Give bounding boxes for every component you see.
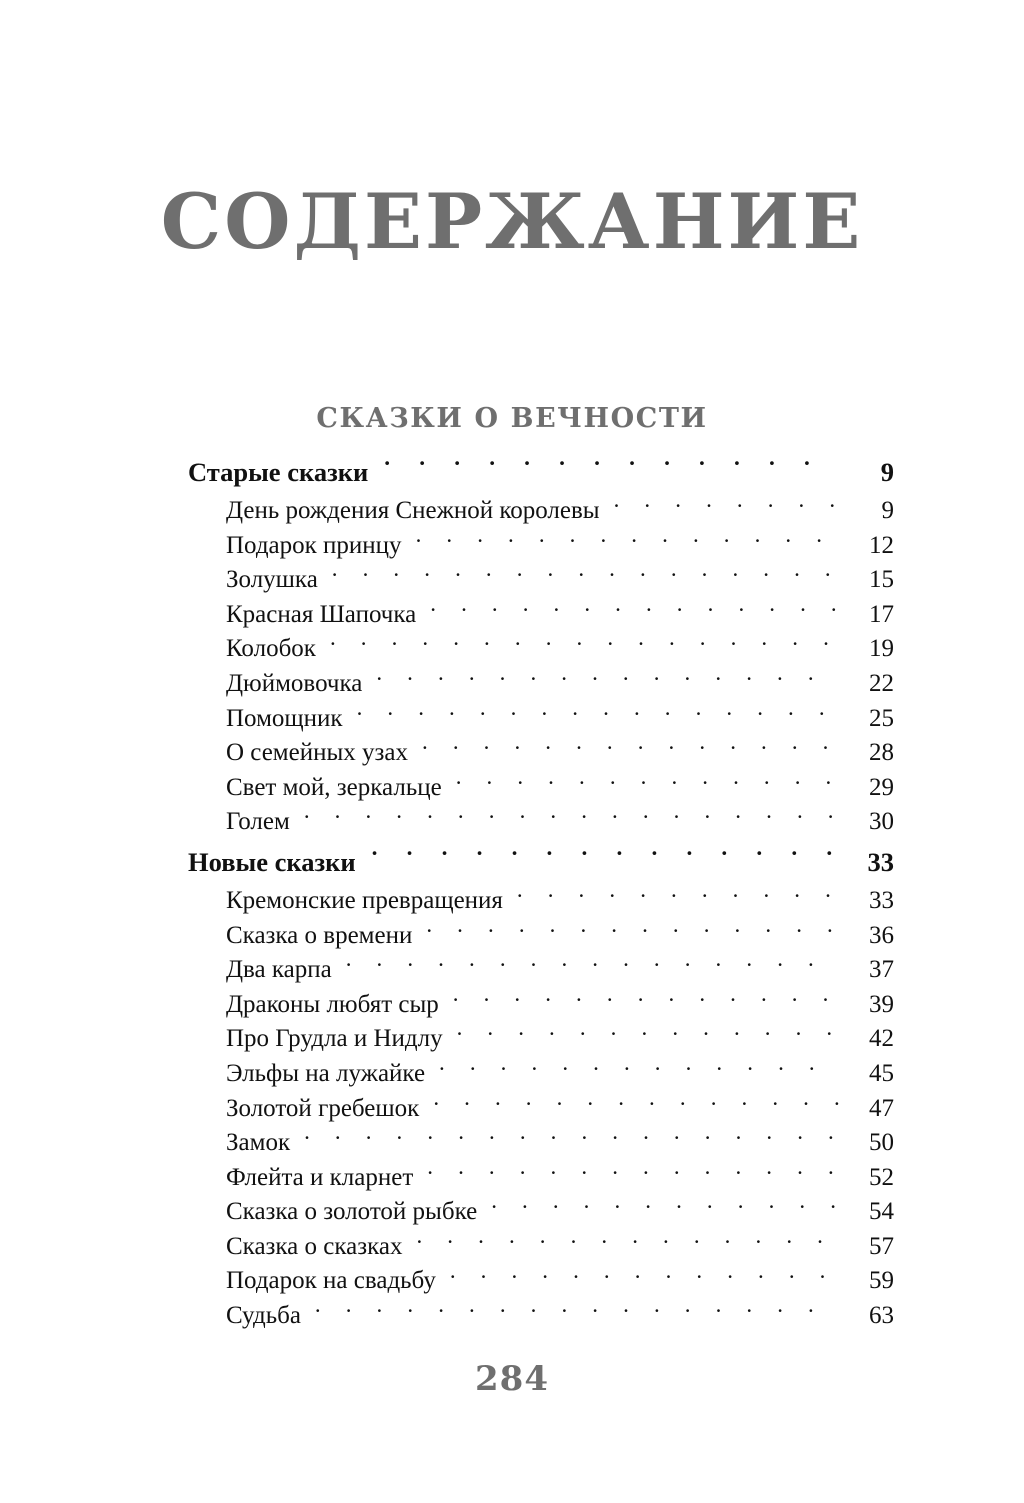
- toc-entry-row[interactable]: [226, 1125, 894, 1160]
- toc-entry-label: Сказка о времени: [226, 921, 413, 949]
- toc-entry-page-number: 12: [869, 531, 894, 559]
- toc-entry-row[interactable]: [226, 493, 894, 528]
- folio-page-number: 284: [475, 1359, 549, 1399]
- toc-entry-label: Голем: [226, 808, 290, 836]
- toc-entry-row[interactable]: [226, 952, 894, 987]
- toc-entry-label: Два карпа: [226, 956, 332, 984]
- contents-list: [188, 449, 894, 1333]
- toc-entry-label: Колобок: [226, 635, 316, 663]
- dot-leader: [332, 562, 840, 587]
- toc-entry-page-number: 17: [869, 600, 894, 628]
- toc-entry-page-number: 47: [869, 1094, 894, 1122]
- toc-entry-page-number: 37: [869, 956, 894, 984]
- dot-leader: [491, 1194, 840, 1219]
- dot-leader: [416, 528, 840, 553]
- toc-entry-row[interactable]: [226, 562, 894, 597]
- toc-entry-label: Сказка о сказках: [226, 1232, 403, 1260]
- toc-entry-page-number: 39: [869, 990, 894, 1018]
- toc-entry-row[interactable]: [226, 666, 894, 701]
- dot-leader: [376, 666, 840, 691]
- dot-leader: [450, 1263, 840, 1288]
- toc-entry-row[interactable]: [226, 1021, 894, 1056]
- toc-entry-label: Подарок на свадьбу: [226, 1267, 436, 1295]
- toc-entry-label: Красная Шапочка: [226, 600, 417, 628]
- toc-entry-row[interactable]: [226, 701, 894, 736]
- toc-entry-row[interactable]: [226, 883, 894, 918]
- toc-entry-page-number: 15: [869, 566, 894, 594]
- toc-entry-row[interactable]: [226, 1229, 894, 1264]
- toc-entry-label: День рождения Снежной королевы: [226, 497, 600, 524]
- toc-entry-row[interactable]: [226, 770, 894, 805]
- toc-entry-row[interactable]: [226, 987, 894, 1022]
- dot-leader: [427, 1160, 840, 1185]
- dot-leader: [346, 952, 840, 977]
- dot-leader: [453, 987, 840, 1012]
- dot-leader: [416, 1229, 840, 1254]
- toc-entry-label: Подарок принцу: [226, 531, 402, 559]
- toc-entry-page-number: 63: [869, 1302, 894, 1330]
- toc-entry-page-number: 28: [869, 739, 894, 767]
- dot-leader: [457, 1021, 840, 1046]
- toc-entry-row[interactable]: [226, 1298, 894, 1333]
- toc-section-row[interactable]: [188, 839, 894, 883]
- toc-entry-row[interactable]: [226, 528, 894, 563]
- part-heading: СКАЗКИ О ВЕЧНОСТИ: [316, 403, 708, 434]
- dot-leader: [422, 735, 840, 760]
- toc-entry-label: Свет мой, зеркальце: [226, 773, 442, 801]
- toc-section-label: Старые сказки: [188, 457, 369, 487]
- toc-entry-page-number: 22: [869, 669, 894, 697]
- toc-entry-row[interactable]: [226, 1160, 894, 1195]
- toc-entry-label: Замок: [226, 1129, 291, 1157]
- toc-entry-label: Про Грудла и Нидлу: [226, 1025, 443, 1053]
- toc-entry-page-number: 52: [869, 1163, 894, 1191]
- toc-entry-label: Судьба: [226, 1302, 301, 1330]
- dot-leader: [433, 1091, 840, 1116]
- dot-leader: [315, 1298, 840, 1323]
- dot-leader: [372, 844, 838, 871]
- toc-entry-label: Драконы любят сыр: [226, 990, 439, 1018]
- toc-entry-page-number: 9: [881, 497, 894, 524]
- toc-entry-label: Сказка о золотой рыбке: [226, 1198, 478, 1226]
- toc-section-label: Новые сказки: [188, 846, 356, 877]
- toc-entry-label: Дюймовочка: [226, 669, 363, 697]
- toc-entry-label: Золушка: [226, 566, 318, 594]
- dot-leader: [304, 1125, 840, 1150]
- toc-entry-row[interactable]: [226, 1091, 894, 1126]
- toc-entry-row[interactable]: [226, 804, 894, 839]
- dot-leader: [304, 804, 840, 829]
- dot-leader: [439, 1056, 840, 1081]
- dot-leader: [357, 701, 840, 726]
- toc-entry-label: Кремонские превращения: [226, 886, 503, 914]
- toc-entry-row[interactable]: [226, 597, 894, 632]
- dot-leader: [426, 918, 840, 943]
- toc-entry-row[interactable]: [226, 631, 894, 666]
- toc-entry-page-number: 25: [869, 704, 894, 732]
- toc-entry-label: Эльфы на лужайке: [226, 1059, 426, 1087]
- toc-entry-page-number: 45: [869, 1059, 894, 1087]
- toc-entry-label: Золотой гребешок: [226, 1094, 420, 1122]
- toc-entry-row[interactable]: [226, 1056, 894, 1091]
- dot-leader: [384, 455, 838, 482]
- toc-entry-label: Флейта и кларнет: [226, 1163, 414, 1191]
- toc-entry-page-number: 19: [869, 635, 894, 663]
- toc-section-page-number: 33: [867, 846, 894, 877]
- toc-section-page-number: 9: [880, 457, 894, 487]
- toc-entry-row[interactable]: [226, 1194, 894, 1229]
- dot-leader: [330, 631, 840, 656]
- toc-entry-page-number: 29: [869, 773, 894, 801]
- toc-entry-row[interactable]: [226, 1263, 894, 1298]
- toc-entry-row[interactable]: [226, 918, 894, 953]
- toc-section-row[interactable]: [188, 449, 894, 493]
- toc-entry-row[interactable]: [226, 735, 894, 770]
- dot-leader: [614, 493, 840, 518]
- page-title: СОДЕРЖАНИЕ: [160, 177, 864, 266]
- toc-entry-page-number: 42: [869, 1025, 894, 1053]
- toc-entry-page-number: 54: [869, 1198, 894, 1226]
- toc-entry-page-number: 33: [869, 886, 894, 914]
- toc-entry-page-number: 59: [869, 1267, 894, 1295]
- dot-leader: [430, 597, 840, 622]
- toc-entry-page-number: 30: [869, 808, 894, 836]
- dot-leader: [456, 770, 840, 795]
- toc-entry-page-number: 36: [869, 921, 894, 949]
- toc-entry-label: Помощник: [226, 704, 343, 732]
- dot-leader: [517, 883, 840, 908]
- toc-entry-page-number: 57: [869, 1232, 894, 1260]
- toc-entry-label: О семейных узах: [226, 739, 408, 767]
- toc-entry-page-number: 50: [869, 1129, 894, 1157]
